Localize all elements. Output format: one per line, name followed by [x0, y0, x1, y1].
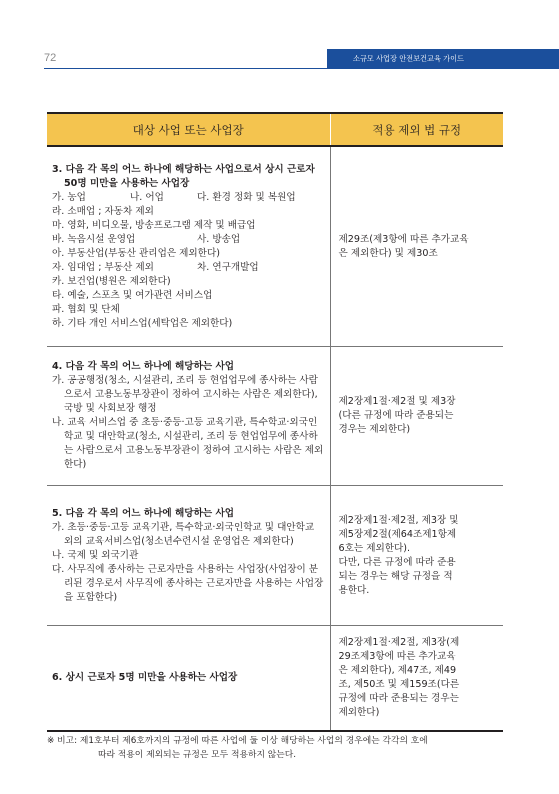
list-item: 라. 소매업 ; 자동차 제외 — [52, 205, 154, 217]
list-item: 타. 예술, 스포츠 및 여가관련 서비스업 — [52, 289, 213, 301]
list-item: 카. 보건업(병원은 제외한다) — [52, 275, 171, 287]
running-header: 소규모 사업장 안전보건교육 가이드 — [327, 49, 559, 68]
exempt-rule-cell: 제2장제1절·제2절 및 제3장 (다른 규정에 따라 준용되는 경우는 제외한다) — [330, 346, 503, 485]
exemption-table — [47, 112, 503, 732]
list-item: 다. 사무직에 종사하는 근로자만을 사용하는 사업장(사업장이 분리된 경우로서 사무직에 종사하는 근로자만을 사용하는 사업장을 포함한다) — [52, 563, 324, 603]
category-title: 3. 다음 각 목의 어느 하나에 해당하는 사업으로서 상시 근로자 50명 미만을 사용하는 사업장 — [52, 163, 315, 189]
exempt-rule-cell: 제2장제1절·제2절, 제3장 및 제5장제2절(제64조제1항제 6호는 제외한다). 다만, 다른 규정에 따라 준용 되는 경우는 해당 규정을 적 용한다. — [330, 485, 503, 625]
target-cell — [47, 346, 330, 485]
list-item: 가. 농업 나. 어업 다. 환경 정화 및 복원업 — [52, 191, 296, 203]
list-item: 자. 임대업 ; 부동산 제외 차. 연구개발업 — [52, 261, 259, 273]
list-item: 파. 협회 및 단체 — [52, 303, 120, 315]
category-title: 4. 다음 각 목의 어느 하나에 해당하는 사업 — [52, 361, 234, 372]
column-header-exempt-rules: 적용 제외 법 규정 — [330, 113, 503, 146]
table-row — [47, 346, 503, 485]
footnote-line-1: ※ 비고: 제1호부터 제6호까지의 규정에 따른 사업에 둘 이상 해당하는 사업의 경우에는 각각의 호에 — [47, 736, 428, 746]
list-item: 가. 공공행정(청소, 시설관리, 조리 등 현업업무에 종사하는 사람으로서 고용노동부장관이 정하여 고시하는 사람은 제외한다), 국방 및 사회보장 행정 — [52, 375, 318, 414]
target-cell — [47, 146, 330, 346]
list-item: 하. 기타 개인 서비스업(세탁업은 제외한다) — [52, 317, 233, 329]
footnote-line-2: 따라 적용이 제외되는 규정은 모두 적용하지 않는다. — [98, 750, 297, 760]
page-number: 72 — [44, 52, 57, 64]
table-row — [47, 485, 503, 625]
table-row — [47, 625, 503, 731]
header-rule — [44, 68, 559, 69]
list-item: 바. 녹음시설 운영업 사. 방송업 — [52, 233, 241, 245]
list-item: 가. 초등·중등·고등 교육기관, 특수학교·외국인학교 및 대안학교 외의 교육서비스업(청소년수련시설 운영업은 제외한다) — [52, 521, 315, 547]
table-row — [47, 146, 503, 346]
category-title: 5. 다음 각 목의 어느 하나에 해당하는 사업 — [52, 507, 234, 519]
list-item: 아. 부동산업(부동산 관리업은 제외한다) — [52, 247, 220, 259]
table-header-row — [47, 113, 503, 146]
exempt-rule-cell: 제2장제1절·제2절, 제3장(제 29조제3항에 따른 추가교육 은 제외한다), 제47조, 제49 조, 제50조 및 제159조(다른 규정에 따라 준용되는 경우는 제외한다) — [330, 625, 503, 731]
list-item: 나. 국제 및 외국기관 — [52, 549, 139, 561]
footnote — [47, 734, 517, 762]
target-cell — [47, 625, 330, 731]
list-item: 마. 영화, 비디오물, 방송프로그램 제작 및 배급업 — [52, 219, 256, 231]
column-header-target: 대상 사업 또는 사업장 — [47, 113, 330, 146]
target-cell — [47, 485, 330, 625]
exempt-rule-cell: 제29조(제3항에 따른 추가교육 은 제외한다) 및 제30조 — [330, 146, 503, 346]
list-item: 나. 교육 서비스업 중 초등·중등·고등 교육기관, 특수학교·외국인학교 및 대안학교(청소, 시설관리, 조리 등 현업업무에 종사하는 사람으로서 고용노동부장관이 정하여 고시하는 사람은 제외한다) — [52, 417, 324, 470]
category-title: 6. 상시 근로자 5명 미만을 사용하는 사업장 — [52, 672, 238, 684]
